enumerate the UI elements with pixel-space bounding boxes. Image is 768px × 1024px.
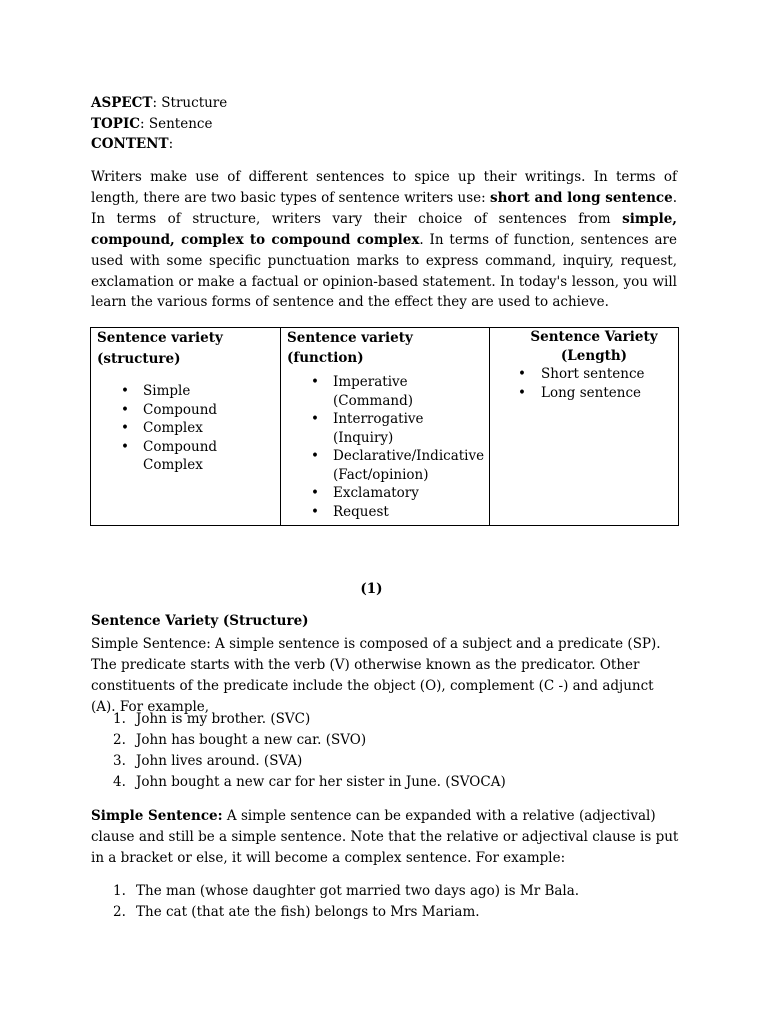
topic-value: : Sentence (140, 115, 213, 132)
expanded-simple-sentence-paragraph (91, 806, 681, 869)
bullet-item: • Interrogative (Inquiry) (287, 410, 483, 447)
aspect-line (91, 93, 227, 114)
function-list (287, 373, 483, 521)
example-item (91, 772, 506, 793)
expanded-simple-sentence-label: Simple Sentence: (91, 808, 223, 824)
content-line (91, 134, 227, 155)
example-list-2 (91, 881, 579, 923)
aspect-value: : Structure (152, 95, 228, 111)
intro-bold-1: short and long sentence (489, 189, 673, 206)
bullet-item: • Long sentence (496, 384, 672, 403)
bullet-item: • Request (287, 503, 483, 522)
section-title: Sentence Variety (Structure) (91, 613, 309, 629)
intro-text-3: . In terms of function, sentences are used with some specific punctuation marks to express command, inquiry, request, exclamation or make a factual or opinion-based statement. In today's lesson, you will learn the various forms of sentence and the effect they are used to achieve. (91, 231, 678, 311)
example-text: The cat (that ate the fish) belongs to Mrs Mariam. (136, 904, 480, 920)
topic-line (91, 114, 227, 135)
function-column (281, 328, 490, 526)
example-item (91, 751, 506, 772)
example-text: John is my brother. (SVC) (136, 711, 311, 727)
example-number: 4. (113, 774, 126, 790)
length-column-title: Sentence Variety (Length) (530, 329, 658, 364)
bullet-item: • Simple (97, 382, 274, 401)
structure-list (97, 382, 274, 475)
example-number: 3. (113, 753, 126, 769)
intro-text-2: . In terms of structure, writers vary their choice of sentences from (91, 189, 677, 227)
structure-column-title: Sentence variety (structure) (97, 330, 223, 367)
content-label: CONTENT (91, 136, 169, 152)
intro-bold-2: simple, compound, complex to compound complex (91, 210, 677, 248)
expanded-simple-sentence-text: A simple sentence can be expanded with a relative (adjectival) clause and still be a simple sentence. Note that the relative or adjectival clause is put in a bracket or else, it will become a complex sentence. For example: (91, 808, 679, 866)
example-text: John bought a new car for her sister in June. (SVOCA) (136, 774, 506, 790)
lesson-header (91, 93, 227, 155)
example-list-1 (91, 709, 506, 793)
bullet-item: • Short sentence (496, 365, 672, 384)
topic-label: TOPIC (91, 115, 141, 132)
content-value: : (168, 136, 174, 152)
structure-column (91, 328, 281, 526)
example-item (91, 881, 579, 902)
intro-paragraph (91, 167, 677, 313)
example-item (91, 730, 506, 751)
example-number: 1. (113, 711, 126, 727)
bullet-item: • Compound (97, 401, 274, 420)
length-list (496, 365, 672, 402)
example-item (91, 709, 506, 730)
aspect-label: ASPECT (91, 95, 153, 111)
example-item (91, 902, 579, 923)
example-text: John has bought a new car. (SVO) (136, 732, 367, 748)
sentence-variety-table (90, 327, 679, 526)
bullet-item: • Declarative/Indicative (Fact/opinion) (287, 447, 483, 484)
example-number: 1. (113, 883, 126, 899)
example-number: 2. (113, 904, 126, 920)
length-column (490, 328, 679, 526)
bullet-item: • Exclamatory (287, 484, 483, 503)
function-column-title: Sentence variety (function) (287, 330, 413, 366)
example-text: The man (whose daughter got married two days ago) is Mr Bala. (136, 883, 580, 899)
example-number: 2. (113, 732, 126, 748)
bullet-item: • Imperative (Command) (287, 373, 483, 410)
simple-sentence-paragraph: Simple Sentence: A simple sentence is composed of a subject and a predicate (SP). The predicate starts with the verb (V) otherwise known as the predicator. Other constituents of the predicate include the object (O), complement (C -) and adjunct (A). For example, (91, 636, 661, 715)
example-text: John lives around. (SVA) (136, 753, 303, 769)
intro-text-1: Writers make use of different sentences to spice up their writings. In terms of length, there are two basic types of sentence writers use: (91, 169, 677, 206)
bullet-item: • Compound Complex (97, 438, 274, 475)
section-number: (1) (360, 581, 383, 597)
bullet-item: • Complex (97, 419, 274, 438)
